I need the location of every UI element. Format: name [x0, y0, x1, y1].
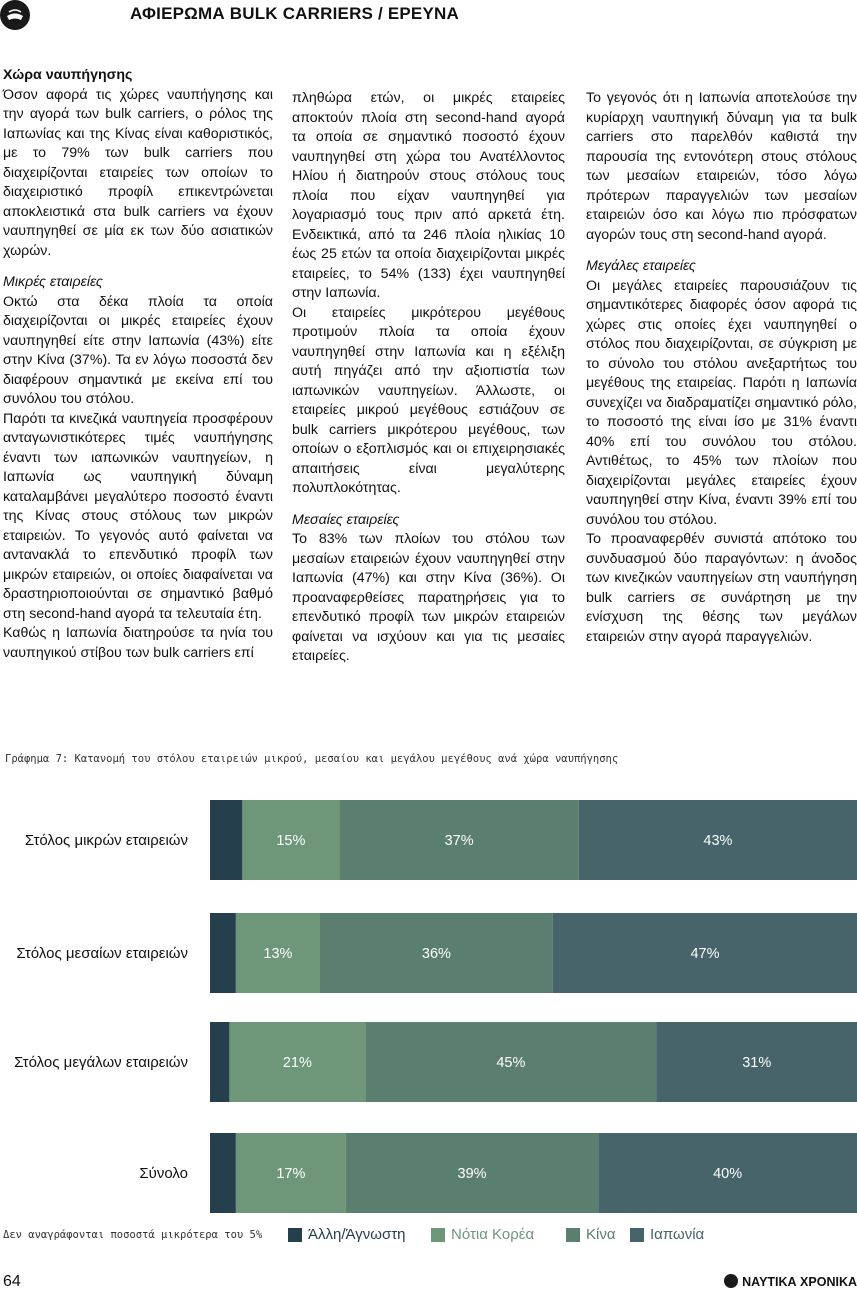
chart-note: Δεν αναγράφονται ποσοστά μικρότερα του 5%	[3, 1229, 263, 1241]
brand-logo-icon	[724, 1274, 738, 1288]
data-label: 43%	[703, 833, 733, 849]
data-label: 17%	[276, 1166, 306, 1182]
category-label: Στόλος μικρών εταιρειών	[24, 832, 188, 849]
paragraph: Οι μεγάλες εταιρείες παρουσιάζουν τις σημαντικότερες διαφορές όσον αφορά τις χώρες στις οποίες έχει ναυπηγηθεί ο στόλος που διαχειρίζονται, σε σύγκριση με το σύνολο του στόλου ανεξαρτήτως του μεγέθους της εταιρείας. Παρότι η Ιαπωνία συνεχίζει να διαδραματίζει σημαντικό ρόλο, το ποσοστό της είναι ίσο με 31% έναντι 40% επί του συνόλου του στόλου. Αντιθέτως, το 45% των πλοίων που διαχειρίζονται μεγάλες εταιρείες έχουν ναυπηγηθεί στην Κίνα, έναντι 39% επί του συνόλου του στόλου.	[586, 277, 857, 528]
paragraph: Οκτώ στα δέκα πλοία τα οποία διαχειρίζονται οι μικρές εταιρείες έχουν ναυπηγηθεί είτε στην Ιαπωνία (43%) είτε στην Κίνα (37%). Τα εν λόγω ποσοστά δεν διαφέρουν σημαντικά με εκείνα επί του συνόλου του στόλου.	[3, 293, 273, 407]
subheading-medium-companies: Μεσαίες εταιρείες	[292, 511, 400, 528]
data-label: 47%	[690, 946, 720, 962]
legend-swatch	[431, 1228, 445, 1242]
data-label: 36%	[421, 946, 451, 962]
heading-shipbuilding-country: Χώρα ναυπήγησης	[3, 67, 133, 83]
stacked-bar-chart	[0, 790, 857, 1220]
magazine-logo-icon	[0, 0, 30, 30]
data-label: 31%	[742, 1055, 772, 1071]
subheading-small-companies: Μικρές εταιρείες	[3, 274, 103, 290]
data-label: 13%	[263, 946, 293, 962]
paragraph: Καθώς η Ιαπωνία διατηρούσε τα ηνία του ναυπηγικού στίβου των bulk carriers επί	[3, 625, 273, 661]
legend-label: Ιαπωνία	[650, 1226, 705, 1243]
subheading-large-companies: Μεγάλες εταιρείες	[586, 258, 696, 274]
data-label: 45%	[496, 1055, 526, 1071]
category-label: Σύνολο	[139, 1165, 188, 1182]
brand-footer	[742, 1275, 857, 1289]
brand-name: ΝΑΥΤΙΚΑ ΧΡΟΝΙΚΑ	[742, 1275, 857, 1289]
data-label: 21%	[282, 1055, 312, 1071]
legend-label: Άλλη/Άγνωστη	[308, 1226, 406, 1243]
page-header	[0, 0, 857, 30]
article-column-2	[292, 89, 565, 667]
bar-segment	[210, 1022, 229, 1102]
paragraph: Το γεγονός ότι η Ιαπωνία αποτελούσε την κυρίαρχη ναυπηγική δύναμη για τα bulk carriers στο παρελθόν καθιστά την παρουσία της εντονότερη στους στόλους των μεσαίων εταιρειών, τόσο λόγω πρότερων παραγγελιών των μεσαίων εταιρειών όσο και λόγω πιο πρόσφατων αγορών τους στη second-hand αγορά.	[586, 90, 857, 243]
legend-label: Κίνα	[586, 1226, 616, 1243]
section-title: ΑΦΙΕΡΩΜΑ BULK CARRIERS / ΕΡΕΥΝΑ	[130, 4, 459, 23]
paragraph: Παρότι τα κινεζικά ναυπηγεία προσφέρουν ανταγωνιστικότερες τιμές ναυπήγησης έναντι των ιαπωνικών ναυπηγείων, η Ιαπωνία ως ναυπηγική δύναμη καταλαμβάνει μεγαλύτερο ποσοστό έναντι της Κίνας στους στόλους των μικρών εταιρειών. Το γεγονός αυτό φαίνεται να αντανακλά το επενδυτικό προφίλ των μικρών εταιρειών, οι οποίες διαφαίνεται να δραστηριοποιούνται σε σημαντικό βαθμό στη second-hand αγορά τα τελευταία έτη.	[3, 410, 273, 622]
paragraph: πληθώρα ετών, οι μικρές εταιρείες αποκτούν πλοία στη second-hand αγορά τα οποία σε σημαντικό ποσοστό έχουν ναυπηγηθεί στη χώρα του Ανατέλλοντος Ηλίου ή διατηρούν στους στόλους τους πλοία που είχαν ναυπηγηθεί για λογαριασμό τους πριν από αρκετά έτη. Ενδεικτικά, από τα 246 πλοία ηλικίας 10 έως 25 ετών τα οποία διαχειρίζονται μικρές εταιρείες, το 54% (133) έχει ναυπηγηθεί στην Ιαπωνία.	[292, 90, 565, 301]
bar-segment	[210, 1133, 236, 1213]
data-label: 37%	[444, 833, 474, 849]
bar-segment	[210, 913, 236, 993]
data-label: 40%	[713, 1166, 743, 1182]
paragraph: Όσον αφορά τις χώρες ναυπήγησης και την αγορά των bulk carriers, ο ρόλος της Ιαπωνίας και της Κίνας είναι καθοριστικός, με το 79% των bulk carriers που διαχειρίζονται εταιρείες των οποίων το διαχειριστικό προφίλ επικεντρώνεται αποκλειστικά στα bulk carriers να έχουν ναυπηγηθεί σε μία εκ των δύο ασιατικών χωρών.	[3, 86, 273, 259]
article-column-3	[586, 89, 857, 647]
category-label: Στόλος μεσαίων εταιρειών	[16, 945, 188, 962]
bar-segment	[210, 800, 242, 880]
legend-swatch	[566, 1228, 580, 1242]
paragraph: Το 83% των πλοίων του στόλου των μεσαίων εταιρειών έχουν ναυπηγηθεί στην Ιαπωνία (47%) και στην Κίνα (36%). Οι προαναφερθείσες παρατηρήσεις για το επενδυτικό προφίλ των μικρών εταιρειών φαίνεται να ισχύουν και για τις μεσαίες εταιρείες.	[292, 531, 565, 664]
legend-swatch	[288, 1228, 302, 1242]
paragraph: Το προαναφερθέν συνιστά απότοκο του συνδυασμού δύο παραγόντων: η άνοδος των κινεζικών ναυπηγείων στη ναυπήγηση bulk carriers σε συνάρτηση με την ενίσχυση της θέσης των μεγάλων εταιρειών στην αγορά παραγγελιών.	[586, 531, 857, 645]
legend-swatch	[630, 1228, 644, 1242]
data-label: 39%	[457, 1166, 487, 1182]
article-column-1	[3, 66, 273, 663]
chart-caption: Γράφημα 7: Κατανομή του στόλου εταιρειών μικρού, μεσαίου και μεγάλου μεγέθους ανά χώρα ναυπήγησης	[5, 753, 619, 765]
data-label: 15%	[276, 833, 306, 849]
legend-label: Νότια Κορέα	[451, 1226, 535, 1243]
category-label: Στόλος μεγάλων εταιρειών	[14, 1054, 188, 1071]
paragraph: Οι εταιρείες μικρότερου μεγέθους προτιμούν πλοία τα οποία έχουν ναυπηγηθεί στην Ιαπωνία και η εξέλιξη αυτή πηγάζει από την αξιοπιστία των ιαπωνικών ναυπηγείων. Άλλωστε, οι εταιρείες μικρού μεγέθους εστιάζουν σε bulk carriers μικρότερου μεγέθους, των οποίων ο εξοπλισμός και οι επιχειρησιακές απαιτήσεις είναι μεγαλύτερης πολυπλοκότητας.	[292, 304, 565, 496]
page-number: 64	[3, 1273, 21, 1290]
